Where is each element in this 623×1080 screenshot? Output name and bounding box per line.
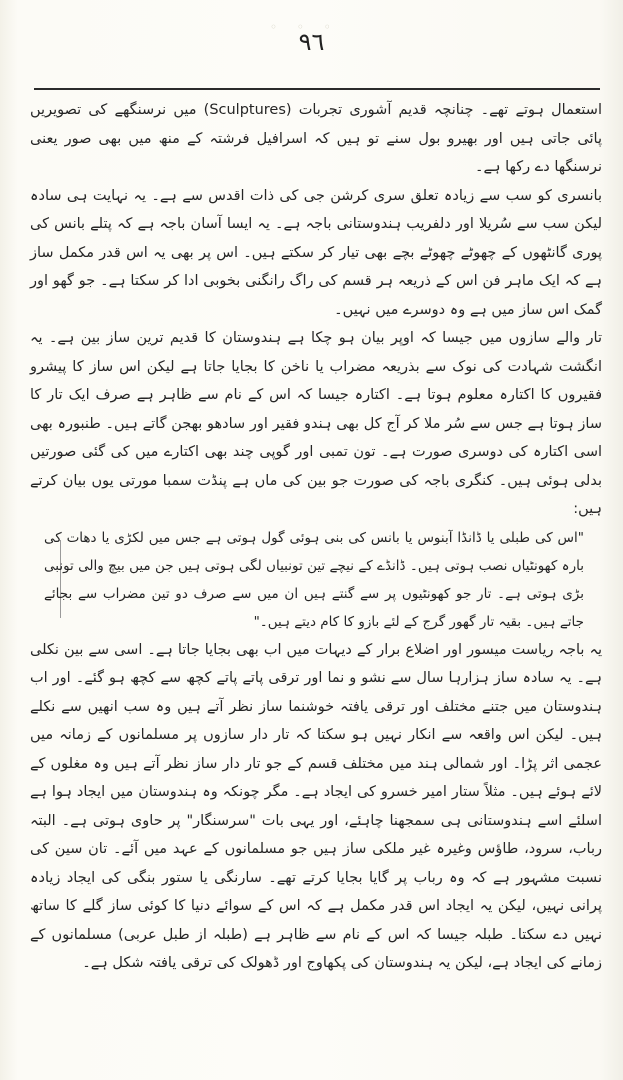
paragraph-mysore-berar: یہ باجہ ریاست میسور اور اضلاع برار کے دیہات میں اب بھی بجایا جاتا ہے۔ اسی سے بین نکلی ہے۔ یہ سادہ ساز ہزارہا سال سے نشو و نما اور ترقی پاتے پاتے کچھ سے کچھ ہو گئے۔ اور اب ہندوستان میں جتنے مختلف اور ترقی یافتہ خوشنما ساز نظر آتے ہیں وہ سب انھیں سے نکلے ہیں۔ لیکن اس واقعہ سے انکار نہیں ہو سکتا کہ تار دار سازوں پر مسلمانوں کے زمانہ میں عجمی اثر پڑا۔ اور شمالی ہند میں مختلف قسم کے جو تار دار ساز نظر آتے ہیں وہ مغلوں کے لائے ہوئے ہیں۔ مثلاً ستار امیر خسرو کی ایجاد ہے۔ مگر چونکہ وہ ہندوستان میں ایجاد ہوا ہے اسلئے اسے ہندوستانی ہی سمجھنا چاہئے، اور یہی بات "سرسنگار" پر حاوی ہوتی ہے۔ البتہ رباب، سرود، طاؤس وغیرہ غیر ملکی ساز ہیں جو مسلمانوں کے عہد میں آئے۔ تان سین کی نسبت مشہور ہے کہ وہ رباب پر گایا بجایا کرتے تھے۔ سارنگی یا ستور بنگی کی ایجاد زیادہ پرانی نہیں، لیکن یہ ایجاد اس قدر مکمل ہے کہ اس کے سوائے دنیا کا کوئی ساز گلے کا ساتھ نہیں دے سکتا۔ طبلہ جیسا کہ اس کے نام سے ظاہر ہے (طبلہ از طبل عربی) مسلمانوں کے زمانے کی ایجاد ہے، لیکن یہ ہندوستان کی پکھاوج اور ڈھولک کی ترقی یافتہ شکل ہے۔ <box>30 641 602 971</box>
header-rule <box>34 88 600 90</box>
paragraph-text-pre: استعمال ہوتے تھے۔ چنانچہ قدیم آشوری تجربات ( <box>285 102 602 118</box>
page-body <box>30 96 602 978</box>
show-through-mark: ◦ ◦ ◦ <box>270 20 339 34</box>
block-quote: "اس کی طبلی یا ڈانڈا آبنوس یا بانس کی بنی ہوئی گول ہوتی ہے جس میں لکڑی یا دھات کی بارہ کھونٹیاں نصب ہوتی ہیں۔ ڈانڈے کے نیچے تین تونبیاں لگی ہوتی ہیں جن میں بیچ والی تونبی بڑی ہوتی ہے۔ تار جو کھونٹیوں پر سے گنتے ہیں ان میں سے صرف دو تین مضراب سے بجائے جاتے ہیں۔ بقیہ تار گھور گرج کے لئے بازو کا کام دیتے ہیں۔" <box>44 529 584 630</box>
paragraph-assyrian-sculptures <box>30 96 602 182</box>
latin-term: Sculptures <box>209 102 286 118</box>
paragraph-text-post: ) میں نرسنگھے کی تصویریں پائی جاتی ہیں اور بھیرو بول سنے تو ہیں کہ اسرافیل فرشتہ کے منھ میں بھی صور یعنی نرسنگھا دے رکھا ہے۔ <box>30 102 602 175</box>
page-number: ٩٦ <box>298 28 325 56</box>
paragraph-bansuri: بانسری کو سب سے زیادہ تعلق سری کرشن جی کی ذات اقدس سے ہے۔ یہ نہایت ہی سادہ لیکن سب سے سُریلا اور دلفریب ہندوستانی باجہ ہے۔ یہ ایسا آسان باجہ ہے کہ پتلے بانس کی پوری گانٹھوں کے چھوٹے چھوٹے بچے بھی تیار کر سکتے ہیں۔ اس پر بھی یہ اس قدر مکمل ساز ہے کہ ایک ماہر فن اس کے ذریعہ ہر قسم کی راگ رانگنی بخوبی ادا کر سکتا ہے۔ جو گھو اور گمک اس ساز میں ہے وہ دوسرے میں نہیں۔ <box>30 187 602 318</box>
paragraph-string-instruments: تار والے سازوں میں جیسا کہ اوپر بیان ہو چکا ہے ہندوستان کا قدیم ترین ساز بین ہے۔ یہ انگشت شہادت کی نوک سے بذریعہ مضراب یا ناخن کا بجایا جاتا ہے لیکن اس ساز کا پیشرو فقیروں کا اکتارہ معلوم ہوتا ہے۔ اکتارہ جیسا کہ اس کے نام سے ظاہر ہے صرف ایک تار کا ساز ہوتا ہے جس سے سُر ملا کر آج کل بھی ہندو فقیر اور سادھو بھجن گاتے ہیں۔ طنبورہ بھی اسی اکتارہ کی دوسری صورت ہے۔ تون تمبی اور گوپی چند بھی اکتارے میں کی گئی صورتیں بدلی ہوئی ہیں۔ کنگری باجہ کی صورت جو بین کی ماں ہے پنڈت سمبا مورتی یوں بیان کرتے ہیں: <box>30 330 602 517</box>
